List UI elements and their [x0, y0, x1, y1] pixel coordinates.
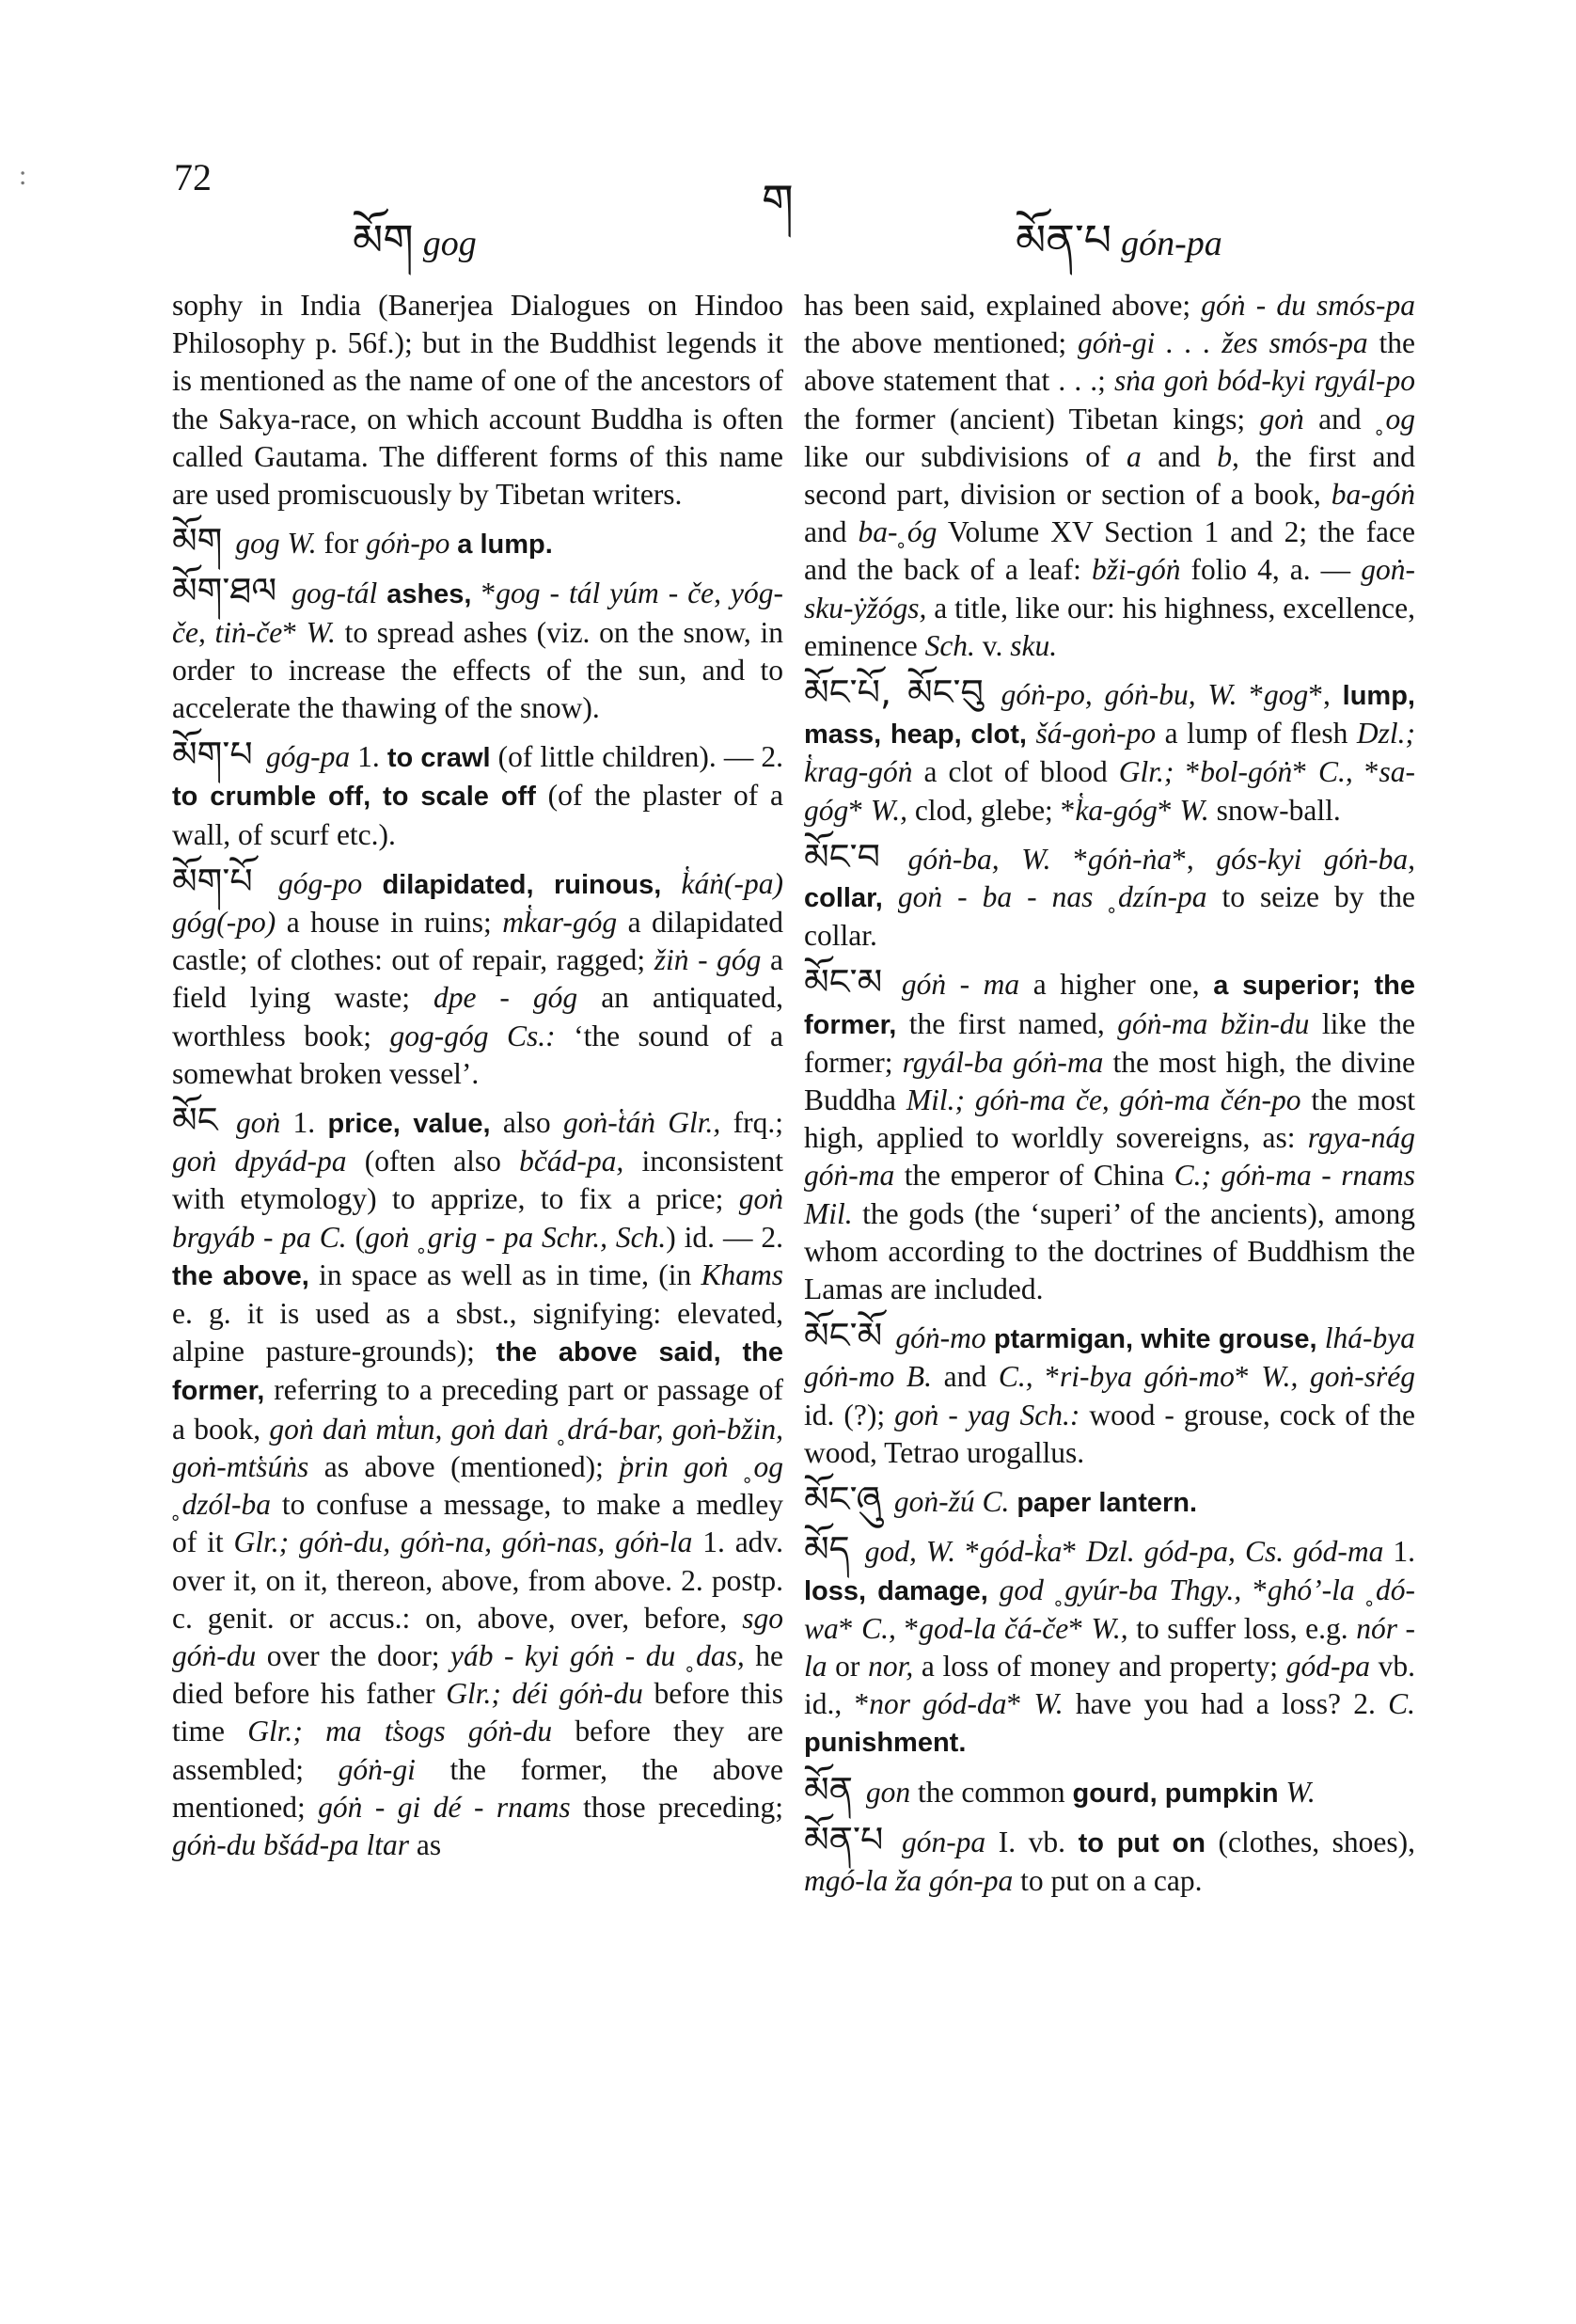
margin-mark: :: [19, 160, 27, 191]
section-letter: ག: [762, 175, 794, 228]
entry-gog-po: མོག་པོ góg-po dilapidated, ruinous, k̔áṅ(-pa) góg(-po) a house in ruins; mk̔ar-góg a dilapidated castle; of clothes: out of repair, ragged; žiṅ - góg a field lying waste; dpe - góg an antiquated, worthless book; gog-góg Cs.: ‘the sound of a somewhat broken vessel’.: [172, 860, 784, 1090]
running-head-right-tibetan: མོན་པ: [1016, 214, 1112, 265]
left-column: [172, 287, 783, 1873]
continuation-entry: has been said, explained above; góṅ - du smós-pa the above mentioned; góṅ-gi . . . žes smós-pa the above statement that . . .; sṅa goṅ bód-kyi rgyál-po the former (ancient) Tibetan kings; goṅ and ˳og like our subdivisions of a and b, the first and second part, division or section of a book, ba-góṅ and ba-˳óg Volume XV Section 1 and 2; the face and the back of a leaf: bži-góṅ folio 4, a. — goṅ-sku-ẏžógs, a title, like our: his highness, excellence, eminence Sch. v. sku.: [804, 289, 1416, 662]
entry-gog-tal: མོག་ཐལ gog-tál ashes, *gog - tál yúm - če, yóg-če, tiṅ-če* W. to spread ashes (viz. on the snow, in order to increase the effects of the sun, and to accelerate the thawing of the snow).: [172, 570, 783, 725]
running-head-left-tibetan: མོག: [353, 214, 414, 265]
entry-gon-zu: མོང་ཞུ goṅ-žú C. paper lantern.: [804, 1478, 1198, 1521]
running-head-right-roman: gón-pa: [1121, 224, 1222, 263]
entry-gon-mo: མོང་མོ góṅ-mo ptarmigan, white grouse, lhá-bya góṅ-mo B. and C., *ri-bya góṅ-mo* W., goṅ-sṙég id. (?); goṅ - yag Sch.: wood - grouse, cock of the wood, Tetrao urogallus.: [804, 1315, 1416, 1469]
entry-gon-gourd: མོན gon the common gourd, pumpkin W.: [804, 1768, 1316, 1810]
entry-gog-pa: མོག་པ góg-pa 1. to crawl (of little children). — 2. to crumble off, to scale off (of the plaster of a wall, of scurf etc.).: [172, 734, 784, 851]
entry-gog: མོག gog W. for góṅ-po a lump.: [172, 520, 553, 562]
entry-gon-po: མོང་པོ, མོང་བུ góṅ-po, góṅ-bu, W. *gog*, lump, mass, heap, clot, šá-goṅ-po a lump of flesh Dzl.; k̔rag-góṅ a clot of blood Glr.; *bol-góṅ* C., *sa-góg* W., clod, glebe; *k̔a-góg* W. snow-ball.: [804, 672, 1416, 827]
page-number: 72: [174, 156, 212, 198]
right-column: [804, 287, 1415, 1908]
entry-gon-ba: མོང་བ góṅ-ba, W. *góṅ-ṅa*, gós-kyi góṅ-ba, collar, goṅ - ba - nas ˳dzín-pa to seize by the collar.: [804, 835, 1416, 953]
entry-gon: མོང goṅ 1. price, value, also goṅ-t̔áṅ Glr., frq.; goṅ dpyád-pa (often also bčád-pa, inconsistent with etymology) to apprize, to fix a price; goṅ brgyáb - pa C. (goṅ ˳grig - pa Schr., Sch.) id. — 2. the above, in space as well as in time, (in Khams e. g. it is used as a sbst., signifying: elevated, alpine pasture-grounds); the above said, the former, referring to a preceding part or passage of a book, goṅ daṅ mt̔un, goṅ daṅ ˳drá-bar, goṅ-bžin, goṅ-mts̔úṅs as above (mentioned); p̔rin goṅ ˳og ˳dzól-ba to confuse a message, to make a medley of it Glr.; góṅ-du, góṅ-na, góṅ-nas, góṅ-la 1. adv. over it, on it, thereon, above, from above. 2. postp. c. genit. or accus.: on, above, over, before, sgo góṅ-du over the door; yáb - kyi góṅ - du ˳das, he died before his father Glr.; déi góṅ-du before this time Glr.; ma ts̔ogs góṅ-du before they are assembled; góṅ-gi the former, the above mentioned; góṅ - gi dé - rnams those preceding; góṅ-du bšád-pa ltar as: [172, 1099, 784, 1861]
continuation-entry: sophy in India (Banerjea Dialogues on Hindoo Philosophy p. 56f.); but in the Buddhist legends it is mentioned as the name of one of the ancestors of the Sakya-race, on which account Buddha is often called Gautama. The different forms of this name are used promiscuously by Tibetan writers.: [172, 289, 783, 512]
entry-gon-ma: མོང་མ góṅ - ma a higher one, a superior; the former, the first named, góṅ-ma bžin-du like the former; rgyál-ba góṅ-ma the most high, the divine Buddha Mil.; góṅ-ma če, góṅ-ma čén-po the most high, applied to worldly sovereigns, as: rgya-nág góṅ-ma the emperor of China C.; góṅ-ma - rnams Mil. the gods (the ‘superi’ of the ancients), among whom according to the doctrines of Buddhism the Lamas are included.: [804, 961, 1416, 1306]
entry-god: མོད god, W. *gód-k̔a* Dzl. gód-pa, Cs. gód-ma 1. loss, damage, god ˳gyúr-ba Thgy., *ghó’-la ˳dó-wa* C., *god-la čá-če* W., to suffer loss, e.g. nór - la or nor, a loss of money and property; gód-pa vb. id., *nor gód-da* W. have you had a loss? 2. C. punishment.: [804, 1528, 1416, 1759]
running-head-left-roman: gog: [422, 224, 477, 263]
entry-gon-pa: མོན་པ gón-pa I. vb. to put on (clothes, shoes), mgó-la ža gón-pa to put on a cap.: [804, 1818, 1416, 1897]
